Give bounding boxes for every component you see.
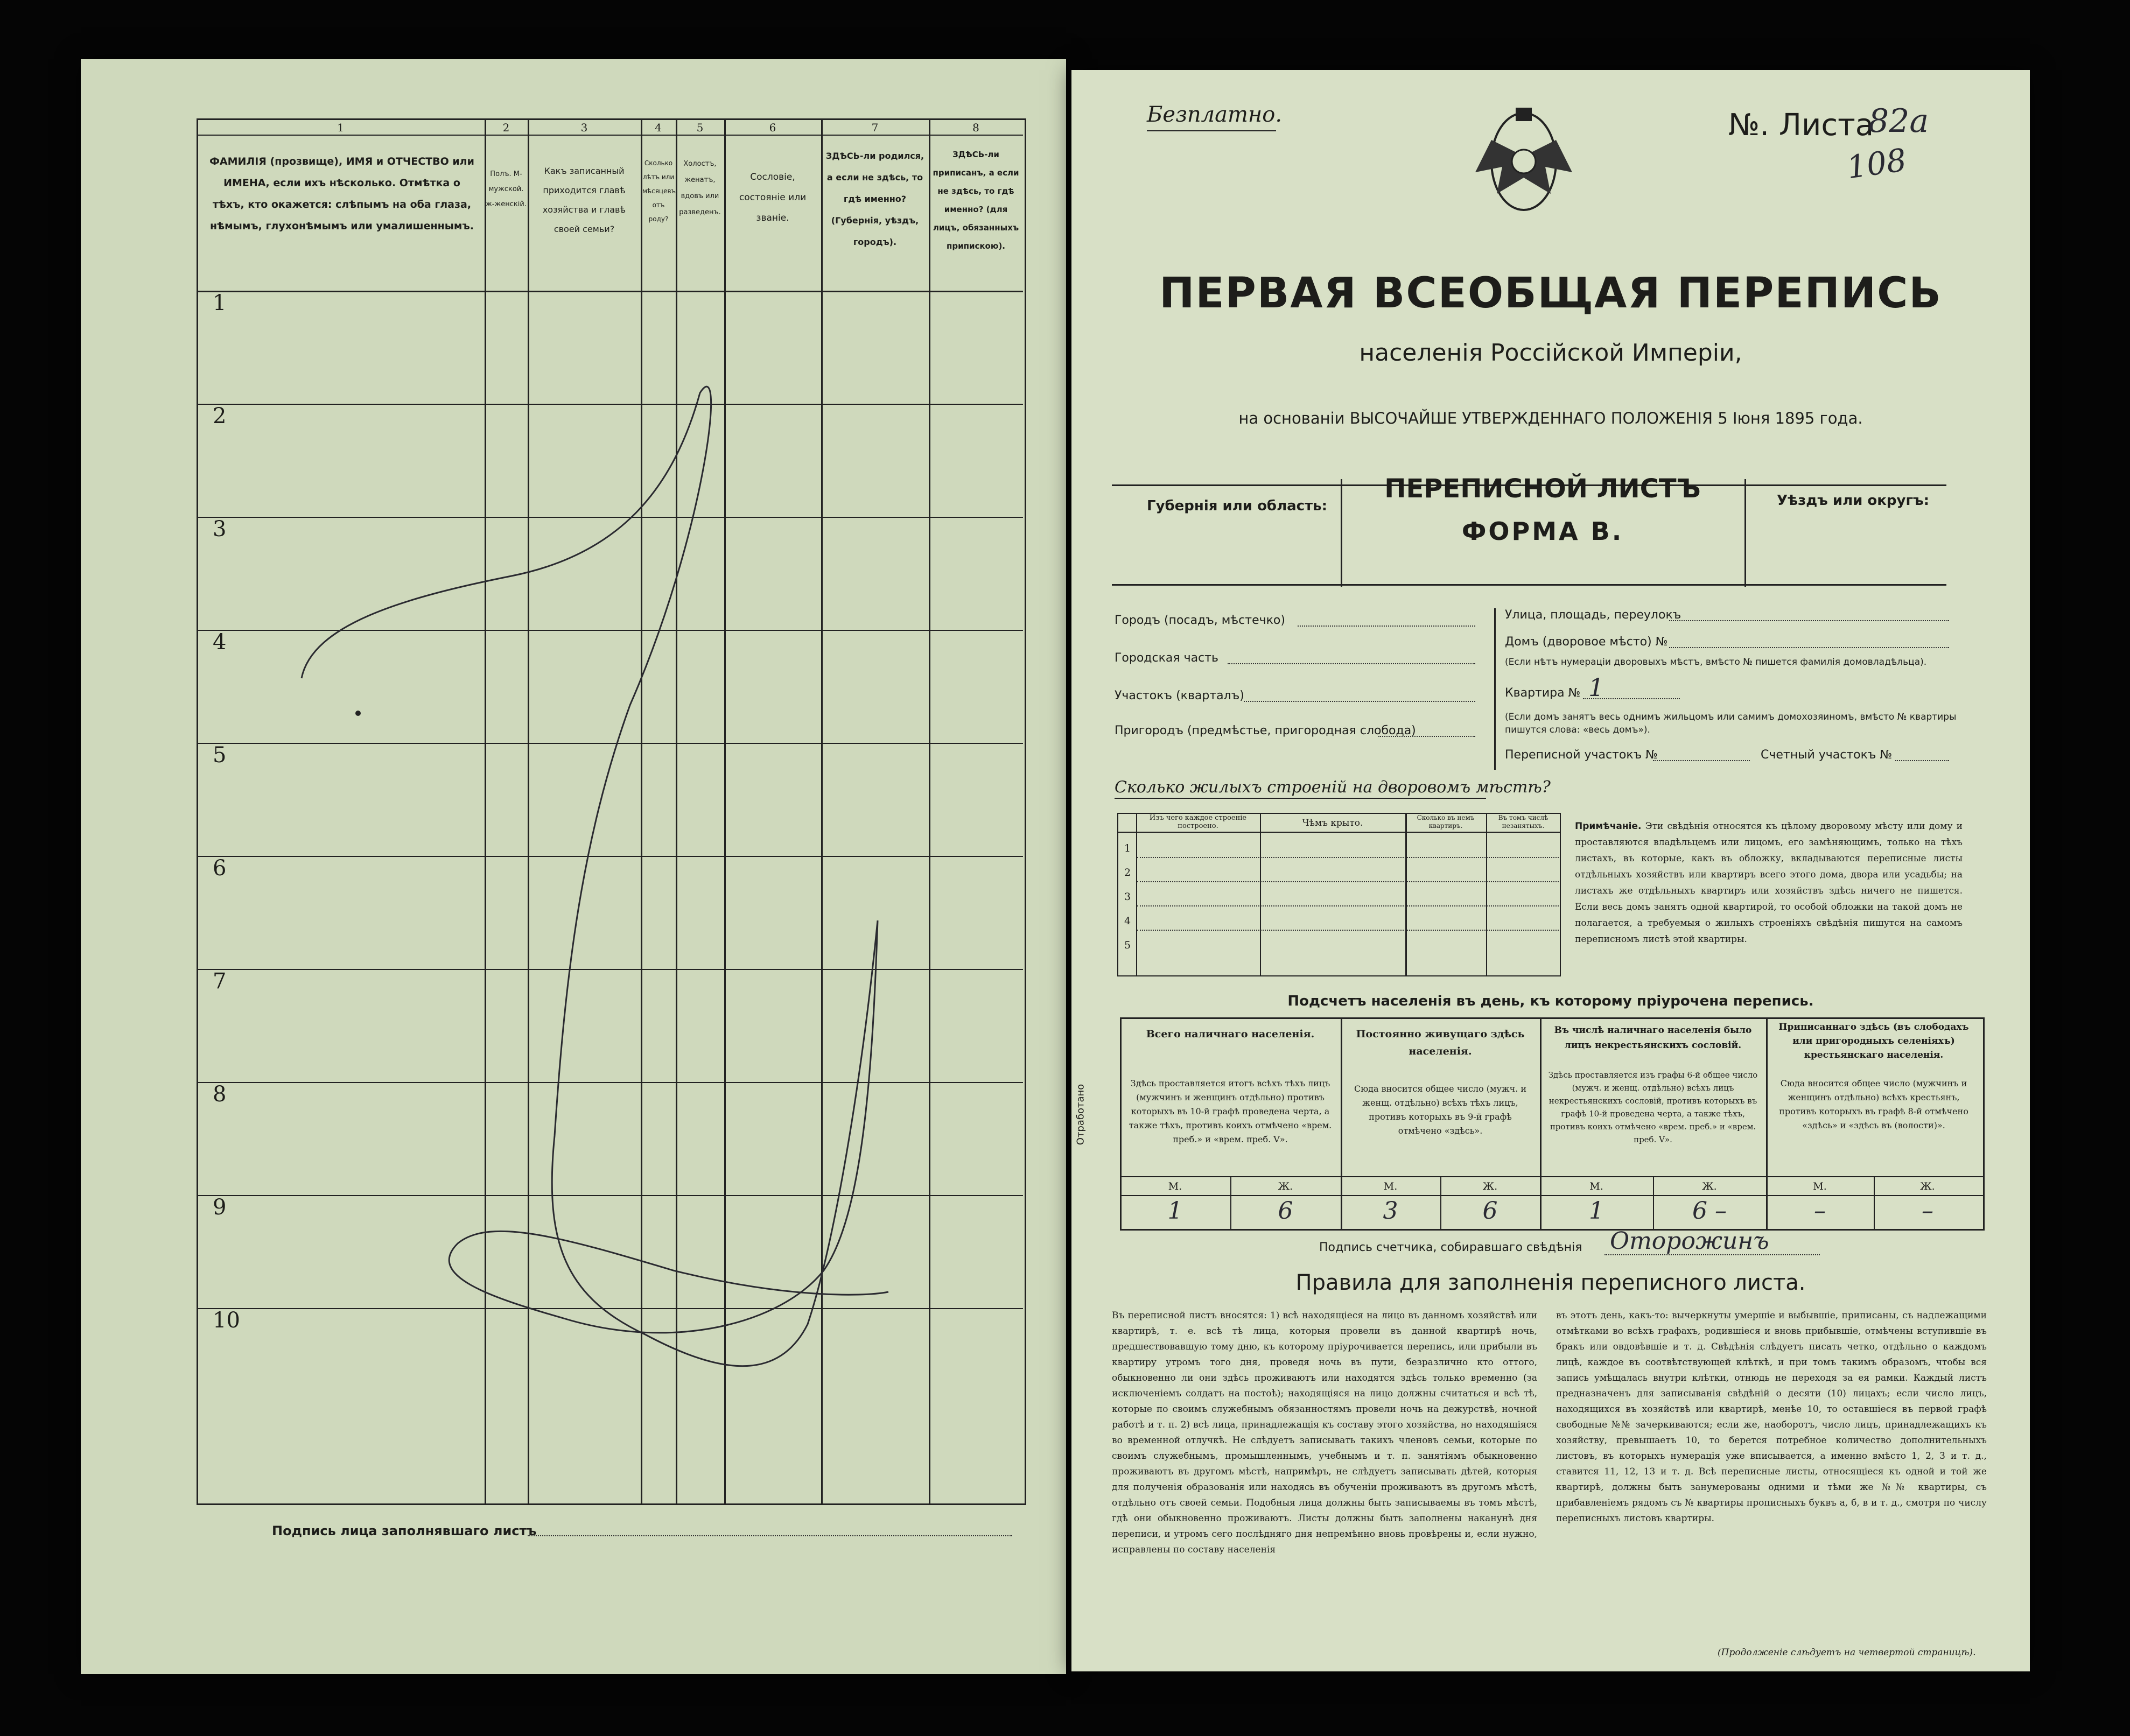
form-name: ФОРМА В. (1461, 517, 1624, 546)
buildings-question: Сколько жилыхъ строеній на дворовомъ мѣстѣ? (1115, 778, 1551, 797)
col-header-birthplace: ЗДѢСЬ-ли родился, а если не здѣсь, то гдѣ именно? (Губернія, уѣздъ, городъ). (825, 151, 924, 247)
tally-header: Приписаннаго здѣсь (въ слободахъ или пригородныхъ селеніяхъ) крестьянскаго населенія. (1778, 1022, 1969, 1060)
row-number: 4 (213, 630, 227, 655)
rules-title: Правила для заполненія переписного листа. (1295, 1270, 1806, 1295)
buildings-row: 1 (1124, 842, 1131, 854)
city-label: Городъ (посадъ, мѣстечко) (1115, 614, 1285, 627)
row-number: 5 (213, 743, 227, 768)
col-header-name: ФАМИЛІЯ (прозвище), ИМЯ и ОТЧЕСТВО или ИМЕНА, если ихъ нѣсколько. Отмѣтка о тѣхъ, кто окажется: слѣпымъ на оба глаза, нѣмымъ, глухонѣмымъ или умалишеннымъ. (209, 156, 474, 232)
processed-stamp: Отработано (1075, 1084, 1087, 1145)
buildings-row: 3 (1124, 891, 1131, 903)
note-title: Примѣчаніе. (1575, 821, 1642, 832)
city-part-label: Городская часть (1115, 651, 1218, 665)
census-section-label: Переписной участокъ № (1505, 748, 1658, 762)
tally-sex-male: М. (1813, 1180, 1827, 1192)
row-number: 7 (213, 969, 227, 994)
tally-value: 1 (1167, 1197, 1183, 1225)
col-number: 8 (972, 121, 979, 134)
tally-header: Всего наличнаго населенія. (1146, 1028, 1315, 1040)
enumerator-label: Подпись счетчика, собиравшаго свѣдѣнія (1319, 1241, 1582, 1254)
tally-sex-male: М. (1168, 1180, 1182, 1192)
tally-desc: Здѣсь проставляется изъ графы 6-й общее число (мужч. и женщ. отдѣльно) всѣхъ лицъ некрестьянскихъ сословій, противъ которыхъ въ графѣ 10-й проведена черта, а также тѣхъ, противъ коихъ отмѣчено «врем. преб.» и «врем. преб. V». (1548, 1070, 1758, 1144)
note-block (1575, 818, 1963, 947)
signature-line (528, 1535, 1012, 1536)
tally-value: 6 (1482, 1197, 1498, 1225)
census-title: ПЕРВАЯ ВСЕОБЩАЯ ПЕРЕПИСЬ (1159, 269, 1942, 318)
census-basis: на основаніи ВЫСОЧАЙШЕ УТВЕРЖДЕННАГО ПОЛОЖЕНІЯ 5 Іюня 1895 года. (1238, 409, 1863, 427)
col-header-sex: Полъ. М-мужской. ж-женскій. (486, 170, 527, 208)
note-text: Эти свѣдѣнія относятся къ цѣлому дворовому мѣсту или дому и проставляются владѣльцемъ или лицомъ, его замѣняющимъ, только на тѣхъ листахъ, въ которые, какъ въ обложку, вкладываются переписные листы отдѣльныхъ хозяйствъ или квартиръ всего этого дома, двора или усадьбы; на листахъ же отдѣльныхъ квартиръ или хозяйствъ здѣсь ничего не пишется. Если весь домъ занятъ одной квартирой, то особой обложки на такой домъ не полагается, а требуемыя о жилыхъ строеніяхъ свѣдѣнія пишутся на самомъ переписномъ листѣ этой квартиры. (1575, 821, 1963, 945)
row-number: 1 (213, 291, 227, 315)
left-page (81, 59, 1066, 1674)
tally-header: Постоянно живущаго здѣсь населенія. (1356, 1028, 1525, 1057)
precinct-label: Участокъ (кварталъ) (1115, 689, 1244, 702)
suburb-label: Пригородъ (предмѣстье, пригородная слобода) (1115, 724, 1416, 737)
rules-continue-note: (Продолженіе слѣдуетъ на четвертой страницѣ). (1718, 1647, 1976, 1658)
form-title: ПЕРЕПИСНОЙ ЛИСТЪ (1384, 474, 1701, 504)
col-number: 2 (502, 121, 510, 134)
rules-column-1: Въ переписной листъ вносятся: 1) всѣ находящіеся на лицо въ данномъ хозяйствѣ или квартирѣ, т. е. всѣ тѣ лица, которыя провели въ данной квартирѣ ночь, предшествовавшую тому дню, къ которому пріурочивается перепись, или прибыли въ квартиру утромъ того дня, проведя ночь въ пути, безразлично кто оттого, обыкновенно ли они здѣсь проживаютъ или находятся здѣсь только временно (за исключеніемъ солдатъ на постоѣ); находящіяся на лицо должны считаться и всѣ тѣ, которые по своимъ служебнымъ обязанностямъ провели ночь на дежурствѣ, ночной работѣ и т. п. 2) всѣ лица, принадлежащія къ составу этого хозяйства, но находящіяся во временной отлучкѣ. Не слѣдуетъ записывать такихъ членовъ семьи, которые по своимъ служебнымъ, промышленнымъ, учебнымъ и т. п. занятіямъ обыкновенно проживаютъ въ другомъ мѣстѣ, напримѣръ, не слѣдуетъ записывать дѣтей, которыя для полученія образованія или находясь въ обученіи проживаютъ въ другомъ мѣстѣ, отдѣльно отъ своей семьи. Подобныя лица должны быть записываемы въ томъ мѣстѣ, гдѣ они обыкновенно проживаютъ. Листы должны быть заполнены наканунѣ дня переписи, и утромъ сего послѣдняго дня непремѣнно вновь провѣрены и, если нужно, исправлены по составу населенія (1112, 1310, 1537, 1555)
tally-value: – (1922, 1197, 1933, 1225)
sheet-number-value: 82а (1868, 102, 1929, 140)
imperial-eagle-icon (1470, 97, 1578, 221)
col-header-estate: Сословіе, состояніе или званіе. (739, 172, 807, 223)
tally-desc: Здѣсь проставляется итогъ всѣхъ тѣхъ лицъ (мужчинъ и женщинъ отдѣльно) противъ которыхъ въ 10-й графѣ проведена черта, а также тѣхъ, противъ коихъ отмѣчено «врем. преб.» и «врем. преб. V». (1129, 1078, 1332, 1144)
tally-value: 1 (1589, 1197, 1604, 1225)
col-number: 4 (655, 121, 662, 134)
province-label: Губернія или область: (1147, 498, 1327, 514)
buildings-header: Чѣмъ крыто. (1302, 818, 1363, 828)
tally-desc: Сюда вносится общее число (мужчинъ и женщинъ отдѣльно) всѣхъ крестьянъ, противъ которыхъ въ графѣ 8-й отмѣчено «здѣсь» и «здѣсь въ (волости)». (1779, 1078, 1968, 1130)
buildings-header: Въ томъ числѣ незанятыхъ. (1498, 814, 1549, 830)
buildings-row: 5 (1124, 939, 1131, 951)
row-number: 6 (213, 856, 227, 881)
tally-sex-female: Ж. (1278, 1180, 1293, 1192)
apartment-value: 1 (1588, 673, 1604, 702)
tally-sex-male: М. (1383, 1180, 1398, 1192)
col-header-registered: ЗДѢСЬ-ли приписанъ, а если не здѣсь, то гдѣ именно? (для лицъ, обязанныхъ припискою). (933, 150, 1019, 251)
tally-value: 6 (1278, 1197, 1293, 1225)
house-note: (Если нѣтъ нумераціи дворовыхъ мѣстъ, вмѣсто № пишется фамилія домовладѣльца). (1505, 657, 1927, 667)
street-label: Улица, площадь, переулокъ (1505, 608, 1681, 622)
row-number: 3 (213, 517, 227, 542)
row-number: 2 (213, 404, 227, 428)
apartment-note: (Если домъ занятъ весь однимъ жильцомъ или самимъ домохозяиномъ, вмѣсто № квартиры пишутся слова: «весь домъ»). (1505, 712, 1957, 735)
col-header-age: Сколько лѣтъ или мѣсяцевъ отъ роду? (642, 159, 676, 223)
col-header-relation: Какъ записанный приходится главѣ хозяйства и главѣ своей семьи? (542, 166, 626, 234)
col-number: 7 (871, 121, 879, 134)
buildings-row: 4 (1124, 915, 1131, 927)
handwritten-strike-mark (81, 59, 1066, 1674)
col-number: 3 (580, 121, 588, 134)
sheet-number-secondary: 108 (1844, 141, 1909, 186)
buildings-header: Изъ чего каждое строеніе построено. (1149, 814, 1247, 830)
tally-value: – (1814, 1197, 1826, 1225)
sheet-number-label: №. Листа (1728, 108, 1874, 143)
row-number: 8 (213, 1082, 227, 1107)
tally-value: 6 – (1692, 1197, 1727, 1225)
tally-sex-female: Ж. (1702, 1180, 1717, 1192)
district-label: Уѣздъ или округъ: (1777, 493, 1929, 509)
col-header-marital: Холостъ, женатъ, вдовъ или разведенъ. (679, 160, 721, 216)
tally-title: Подсчетъ населенія въ день, къ которому пріурочена перепись. (1287, 993, 1814, 1009)
tally-sex-male: М. (1589, 1180, 1603, 1192)
rules-column-2: въ этотъ день, какъ-то: вычеркнуты умершіе и выбывшіе, приписаны, съ надлежащими отмѣтками во всѣхъ графахъ, родившіеся и вновь прибывшіе, отмѣчены вступившіе въ бракъ или овдовѣвшіе и т. д. Свѣдѣнія слѣдуетъ писать четко, отдѣльно о каждомъ лицѣ, каждое въ соотвѣтствующей клѣткѣ, и при томъ такимъ образомъ, чтобы вся запись умѣщалась внутри клѣтки, отнюдь не переходя за ея рамки. Каждый листъ предназначенъ для записыванія свѣдѣній о десяти (10) лицахъ; если число лицъ, находящихся въ хозяйствѣ или квартирѣ, менѣе 10, то оставшіеся въ первой графѣ свободные №№ зачеркиваются; если же, наоборотъ, число лицъ, принадлежащихъ къ хозяйству, превышаетъ 10, то берется потребное количество дополнительныхъ листовъ, въ которыхъ нумерація уже вписывается, а именно вмѣсто 1, 2, 3 и т. д., ставится 11, 12, 13 и т. д. Всѣ переписные листы, относящіеся къ одной и той же квартирѣ, должны быть занумерованы одними и тѣми же №№ квартиры, съ прибавленіемъ рядомъ съ № квартиры прописныхъ буквъ а, б, в и т. д., смотря по числу переписныхъ листовъ квартиры. (1556, 1310, 1987, 1524)
tally-desc: Сюда вносится общее число (мужч. и женщ. отдѣльно) всѣхъ тѣхъ лицъ, противъ которыхъ въ 9-й графѣ отмѣчено «здѣсь». (1354, 1084, 1527, 1136)
buildings-header: Сколько въ немъ квартиръ. (1417, 814, 1475, 830)
row-number: 10 (213, 1308, 240, 1333)
house-label: Домъ (дворовое мѣсто) № (1505, 635, 1668, 649)
buildings-table (1117, 813, 1561, 976)
tally-sex-female: Ж. (1920, 1180, 1935, 1192)
census-subtitle: населенія Россійской Имперіи, (1359, 339, 1742, 367)
col-number: 6 (769, 121, 776, 134)
tally-sex-female: Ж. (1482, 1180, 1498, 1192)
right-page (1071, 70, 2030, 1671)
free-label: Безплатно. (1147, 102, 1283, 127)
tally-value: 3 (1383, 1197, 1398, 1225)
tally-header: Въ числѣ наличнаго населенія было лицъ некрестьянскихъ сословій. (1554, 1025, 1752, 1051)
count-section-label: Счетный участокъ № (1761, 748, 1893, 762)
signature-label: Подпись лица заполнявшаго листъ (272, 1523, 537, 1538)
apartment-label: Квартира № (1505, 686, 1581, 700)
col-number: 1 (337, 121, 344, 134)
buildings-row: 2 (1124, 867, 1131, 878)
enumerator-signature: Оторожинъ (1610, 1227, 1769, 1255)
col-number: 5 (696, 121, 704, 134)
row-number: 9 (213, 1195, 227, 1220)
